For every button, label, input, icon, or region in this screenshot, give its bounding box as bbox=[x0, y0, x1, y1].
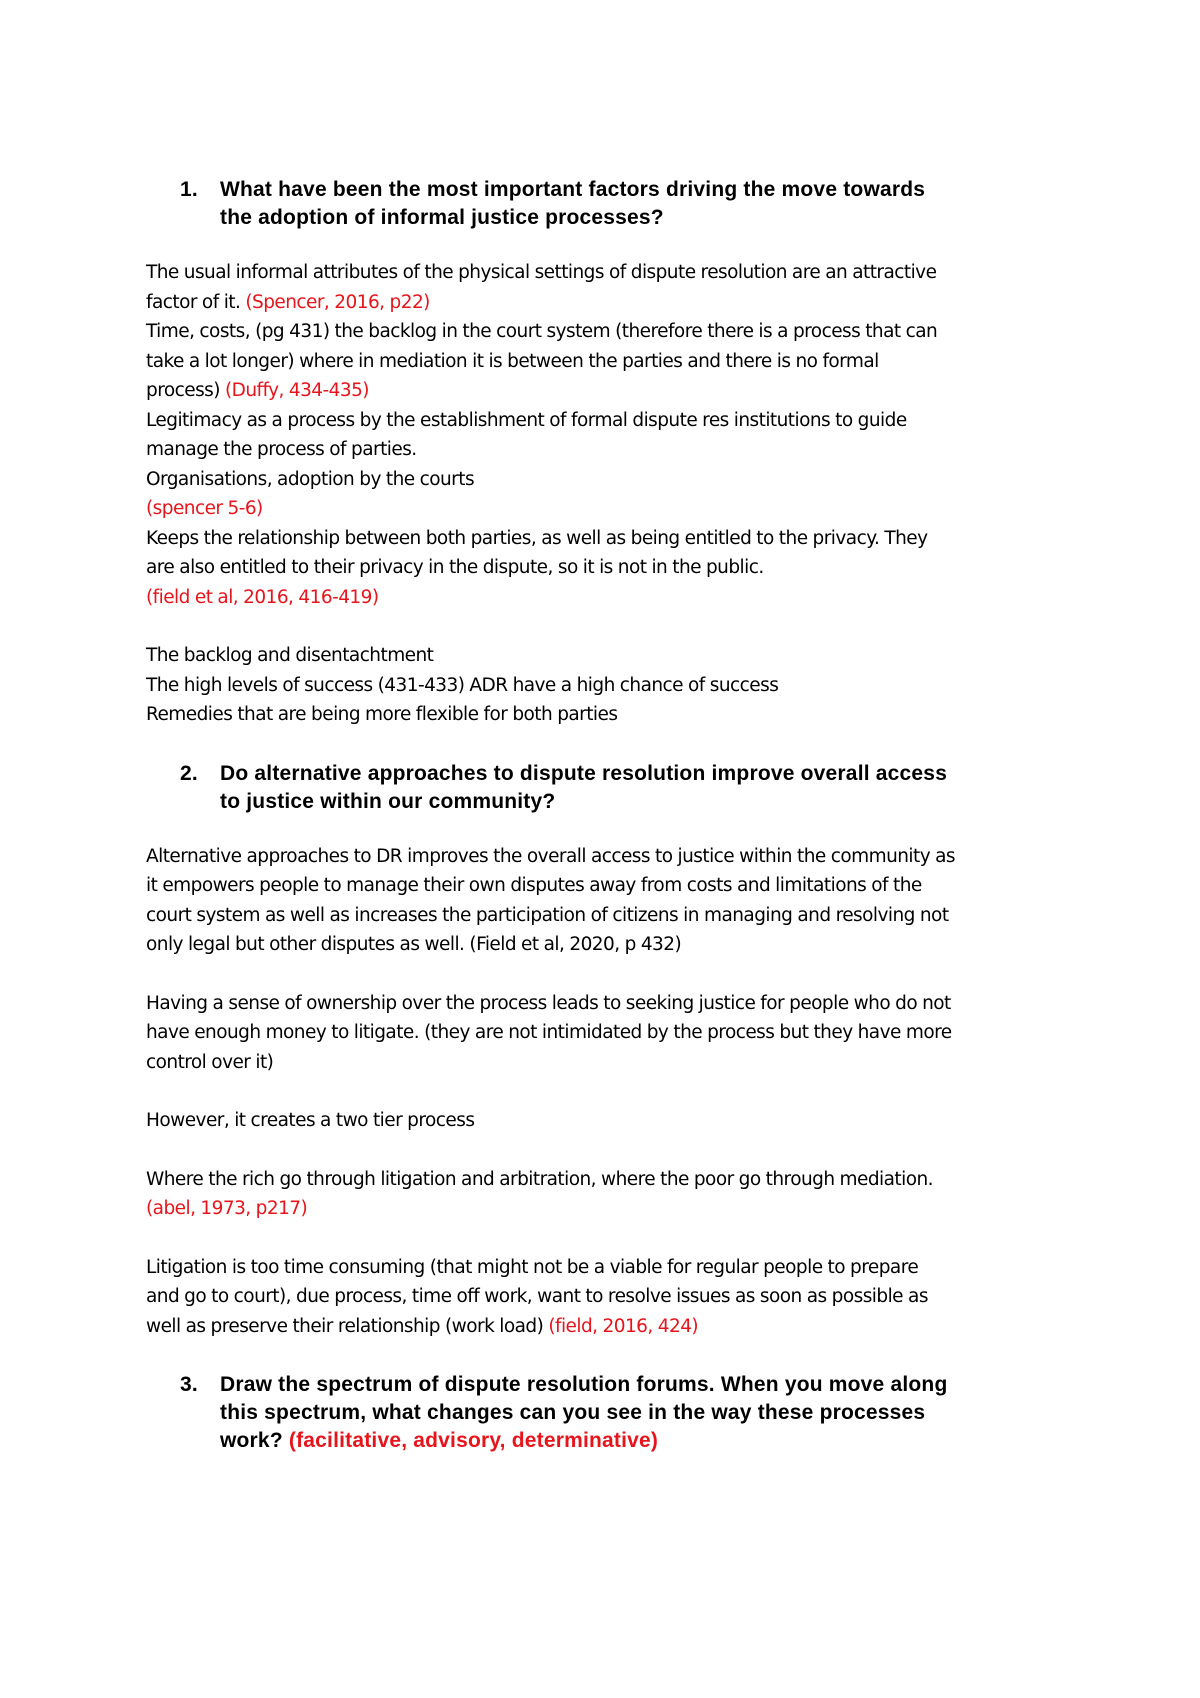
citation: (facilitative, advisory, determinative) bbox=[288, 1429, 659, 1452]
answer-line: Keeps the relationship between both parties, as well as being entitled to the privacy. They bbox=[146, 527, 928, 549]
answer-2 bbox=[146, 842, 1076, 1342]
answer-line: control over it) bbox=[146, 1051, 274, 1073]
question-2 bbox=[180, 760, 1076, 816]
document-body bbox=[146, 176, 1076, 1455]
answer-line: and go to court), due process, time off work, want to resolve issues as soon as possible as bbox=[146, 1286, 928, 1307]
answer-line bbox=[146, 288, 1076, 318]
answer-line: Where the rich go through litigation and arbitration, where the poor go through mediation. bbox=[146, 1168, 933, 1190]
answer-line: only legal but other disputes as well. (Field et al, 2020, p 432) bbox=[146, 934, 682, 955]
question-number: 2. bbox=[180, 761, 198, 785]
answer-line: court system as well as increases the participation of citizens in managing and resolving not bbox=[146, 904, 949, 926]
answer-line: The backlog and disentachtment bbox=[146, 645, 434, 666]
question-3 bbox=[180, 1371, 1076, 1455]
citation: (abel, 1973, p217) bbox=[146, 1198, 308, 1219]
question-line: Do alternative approaches to dispute resolution improve overall access bbox=[220, 761, 948, 785]
answer-line: manage the process of parties. bbox=[146, 439, 417, 460]
answer-line: Litigation is too time consuming (that might not be a viable for regular people to prepare bbox=[146, 1256, 919, 1278]
answer-1 bbox=[146, 258, 1076, 730]
answer-text: process) bbox=[146, 380, 225, 401]
answer-line: it empowers people to manage their own disputes away from costs and limitations of the bbox=[146, 875, 922, 896]
question-number: 3. bbox=[180, 1373, 198, 1396]
answer-line: The usual informal attributes of the physical settings of dispute resolution are an attractive bbox=[146, 262, 937, 283]
answer-line: are also entitled to their privacy in the dispute, so it is not in the public. bbox=[146, 557, 764, 578]
answer-line bbox=[146, 1312, 1076, 1342]
answer-line: have enough money to litigate. (they are not intimidated by the process but they have more bbox=[146, 1022, 952, 1043]
citation: (Spencer, 2016, p22) bbox=[245, 291, 430, 313]
question-line: Draw the spectrum of dispute resolution forums. When you move along bbox=[220, 1373, 948, 1396]
citation: (spencer 5-6) bbox=[146, 498, 263, 519]
answer-line: Legitimacy as a process by the establishment of formal dispute res institutions to guide bbox=[146, 409, 907, 431]
answer-text: well as preserve their relationship (work load) bbox=[146, 1315, 549, 1337]
question-line: to justice within our community? bbox=[220, 789, 556, 813]
citation: (field, 2016, 424) bbox=[548, 1315, 699, 1337]
answer-line: Time, costs, (pg 431) the backlog in the court system (therefore there is a process that can bbox=[146, 321, 938, 342]
question-line: this spectrum, what changes can you see in the way these processes bbox=[220, 1401, 926, 1424]
answer-line: Having a sense of ownership over the process leads to seeking justice for people who do not bbox=[146, 992, 951, 1014]
answer-line: The high levels of success (431-433) ADR have a high chance of success bbox=[146, 674, 779, 696]
question-text: work? bbox=[220, 1429, 289, 1452]
answer-line: Organisations, adoption by the courts bbox=[146, 468, 475, 490]
answer-line: Remedies that are being more flexible for both parties bbox=[146, 704, 618, 725]
question-1 bbox=[180, 176, 1076, 232]
citation: (Duffy, 434-435) bbox=[224, 380, 369, 401]
answer-text: factor of it. bbox=[146, 291, 246, 313]
citation: (field et al, 2016, 416-419) bbox=[146, 586, 379, 608]
answer-line: take a lot longer) where in mediation it is between the parties and there is no formal bbox=[146, 350, 879, 372]
question-line bbox=[220, 1427, 1076, 1455]
answer-line: However, it creates a two tier process bbox=[146, 1110, 475, 1131]
answer-line: Alternative approaches to DR improves the overall access to justice within the community as bbox=[146, 845, 956, 867]
question-line: the adoption of informal justice processes? bbox=[220, 206, 664, 229]
question-line: What have been the most important factors driving the move towards bbox=[220, 178, 926, 201]
question-number: 1. bbox=[180, 178, 198, 201]
answer-line bbox=[146, 376, 1076, 406]
